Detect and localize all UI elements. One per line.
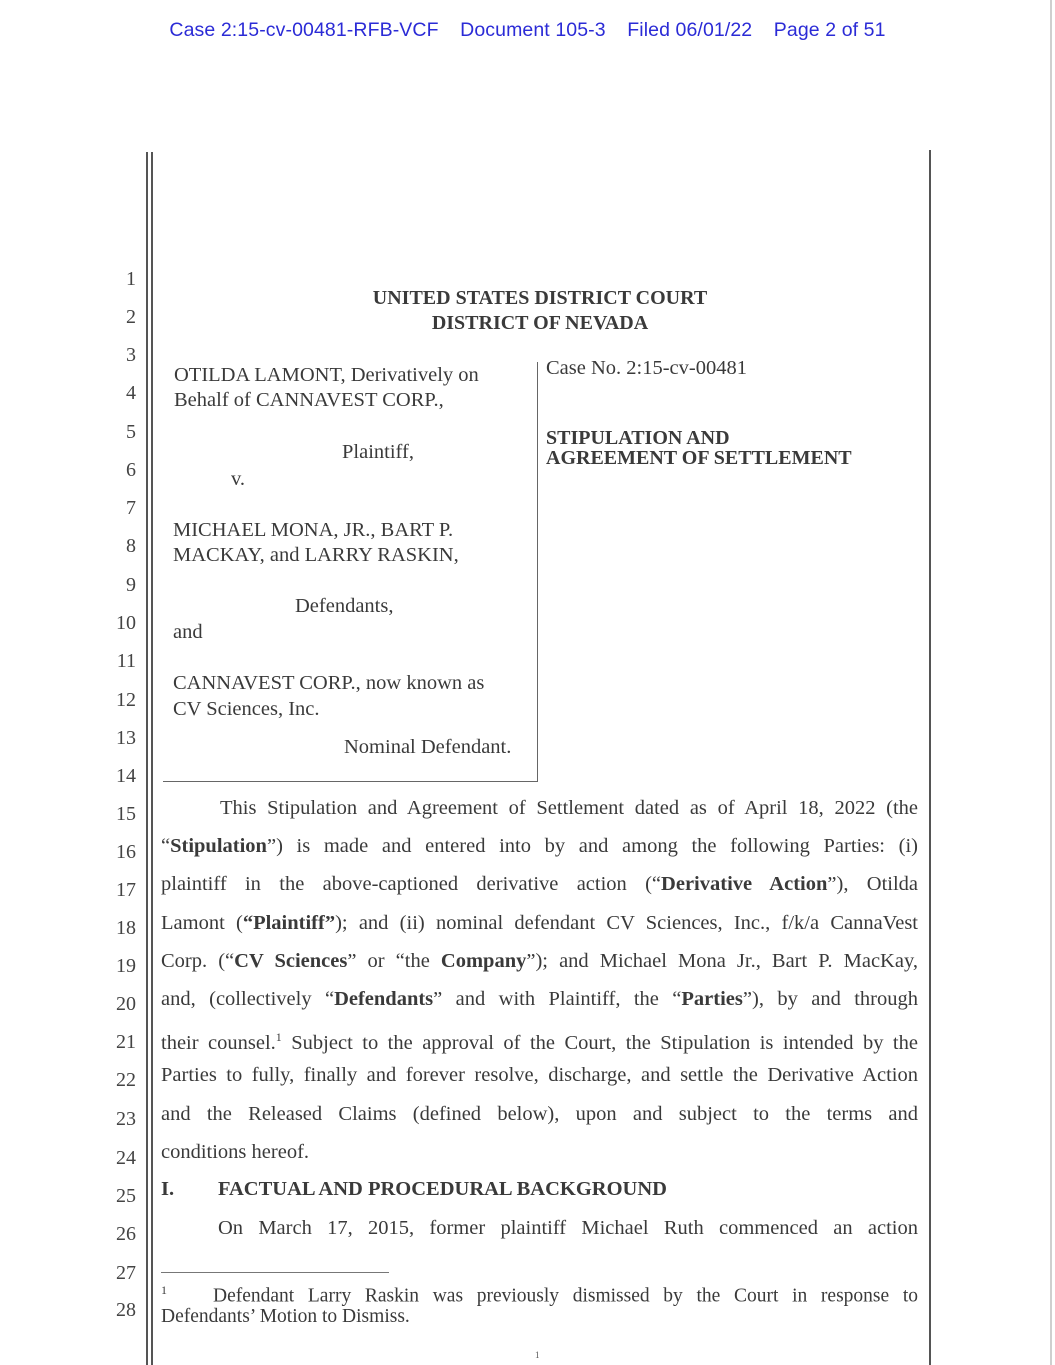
paragraph-text: ”), by and through	[742, 987, 919, 1010]
defined-term: Stipulation	[170, 835, 267, 858]
line-number: 3	[126, 344, 136, 366]
section-heading: FACTUAL AND PROCEDURAL BACKGROUND	[218, 1178, 667, 1200]
line-number: 9	[126, 574, 136, 596]
case-number-caption: Case No. 2:15-cv-00481	[546, 357, 747, 379]
defined-term: Derivative Action	[661, 873, 828, 896]
filing-header	[0, 19, 1055, 42]
defendants-role: Defendants,	[295, 595, 394, 617]
line-number: 24	[116, 1147, 136, 1169]
plaintiff-name-line2: Behalf of CANNAVEST CORP.,	[174, 389, 444, 411]
paragraph-text: Parties to fully, finally and forever resolve, discharge, and settle the Derivative Action	[161, 1064, 918, 1087]
paragraph-text: plaintiff in the above-captioned derivative action (“	[161, 873, 662, 896]
section-number: I.	[161, 1178, 175, 1200]
line-number: 1	[126, 268, 136, 290]
paragraph-text: ”) is made and entered into by and among the following Parties: (i)	[266, 835, 918, 858]
paragraph-line	[161, 827, 918, 865]
paragraph-line	[161, 1095, 918, 1133]
line-number: 21	[116, 1031, 136, 1053]
paragraph-line	[161, 1133, 918, 1171]
caption-bottom-rule	[163, 781, 538, 782]
nominal-defendant-role: Nominal Defendant.	[344, 736, 512, 758]
defined-term: Defendants	[334, 987, 434, 1010]
line-number: 11	[116, 650, 136, 672]
line-number: 19	[116, 955, 136, 977]
line-number: 8	[126, 535, 136, 557]
background-paragraph	[161, 1209, 918, 1247]
paragraph-text: and, (collectively “	[161, 987, 335, 1010]
defined-term: “Plaintiff”	[242, 911, 336, 934]
line-number: 10	[116, 612, 136, 634]
paragraph-line	[161, 1018, 918, 1056]
line-number: 20	[116, 993, 136, 1015]
line-number: 25	[116, 1185, 136, 1207]
line-number: 2	[126, 306, 136, 328]
paragraph-line	[161, 865, 918, 903]
line-number: 14	[116, 765, 136, 787]
line-number: 18	[116, 917, 136, 939]
line-number: 12	[116, 689, 136, 711]
paragraph-line	[161, 980, 918, 1018]
footnote-number: 1	[161, 1283, 167, 1297]
line-number: 6	[126, 459, 136, 481]
nominal-defendant-line2: CV Sciences, Inc.	[173, 698, 320, 720]
paragraph-text: ); and (ii) nominal defendant CV Sciences, Inc., f/k/a CannaVest	[335, 911, 918, 934]
paragraph-text: ”); and Michael Mona Jr., Bart P. MacKay,	[526, 949, 918, 972]
footnote	[161, 1280, 918, 1327]
right-margin-rule	[929, 150, 931, 1365]
paragraph-text: and the Released Claims (defined below), upon and subject to the terms and	[161, 1102, 918, 1125]
filed-date: Filed 06/01/22	[627, 19, 753, 41]
court-district: DISTRICT OF NEVADA	[431, 312, 649, 334]
line-number: 13	[116, 727, 136, 749]
paragraph-line	[161, 789, 918, 827]
line-number: 7	[126, 497, 136, 519]
defined-term: CV Sciences	[234, 949, 348, 972]
paragraph-text: “	[161, 835, 171, 858]
left-margin-rule-outer	[146, 152, 148, 1365]
line-number: 5	[126, 421, 136, 443]
versus: v.	[231, 468, 246, 490]
defined-term: Company	[440, 949, 527, 972]
plaintiff-role: Plaintiff,	[342, 441, 414, 463]
background-paragraph-text: On March 17, 2015, former plaintiff Michael Ruth commenced an action	[218, 1217, 918, 1239]
paragraph-text: conditions hereof.	[161, 1140, 310, 1163]
footnote-line2: Defendants’ Motion to Dismiss.	[161, 1305, 410, 1327]
defined-term: Parties	[681, 987, 743, 1010]
document-title-line1: STIPULATION AND	[546, 427, 730, 449]
paragraph-line	[161, 904, 918, 942]
background-paragraph-line	[161, 1209, 918, 1247]
caption-divider-vertical	[537, 362, 538, 782]
footnote-reference: 1	[275, 1030, 282, 1045]
defendants-names-line1: MICHAEL MONA, JR., BART P.	[173, 519, 454, 541]
document-title-line2: AGREEMENT OF SETTLEMENT	[546, 447, 852, 469]
defendants-names-line2: MACKAY, and LARRY RASKIN,	[173, 544, 459, 566]
court-name: UNITED STATES DISTRICT COURT	[372, 287, 708, 309]
paragraph-text: Subject to the approval of the Court, the Stipulation is intended by the	[281, 1031, 918, 1054]
paragraph-text: Lamont (	[161, 911, 243, 934]
opening-paragraph	[161, 789, 918, 1171]
paragraph-text: ” and with Plaintiff, the “	[433, 987, 682, 1010]
line-number: 17	[116, 879, 136, 901]
and-connector: and	[173, 621, 203, 643]
line-number: 15	[116, 803, 136, 825]
line-number: 4	[126, 382, 136, 404]
footnote-line1	[161, 1280, 918, 1307]
paragraph-text: ” or “the	[347, 949, 441, 972]
nominal-defendant-line1: CANNAVEST CORP., now known as	[173, 672, 485, 694]
left-margin-rule-inner	[151, 152, 153, 1365]
line-number: 26	[116, 1223, 136, 1245]
paragraph-line	[161, 1056, 918, 1094]
page-edge-shadow	[1050, 0, 1052, 1365]
case-number: Case 2:15-cv-00481-RFB-VCF	[169, 19, 439, 41]
paragraph-text: ”), Otilda	[827, 873, 919, 896]
plaintiff-name-line1: OTILDA LAMONT, Derivatively on	[174, 364, 479, 386]
line-number: 27	[116, 1262, 136, 1284]
paragraph-line	[161, 942, 918, 980]
paragraph-text: Corp. (“	[161, 949, 235, 972]
page-count: Page 2 of 51	[773, 19, 886, 41]
document-number: Document 105-3	[460, 19, 606, 41]
line-number: 16	[116, 841, 136, 863]
court-title	[160, 286, 920, 336]
page-number: 1	[535, 1350, 540, 1360]
line-number: 28	[116, 1299, 136, 1321]
paragraph-text: their counsel.	[161, 1031, 276, 1054]
footnote-separator	[161, 1272, 389, 1273]
line-number: 22	[116, 1069, 136, 1091]
paragraph-text: This Stipulation and Agreement of Settlement dated as of April 18, 2022 (the	[220, 797, 918, 819]
footnote-text-line1: Defendant Larry Raskin was previously dismissed by the Court in response to	[213, 1285, 918, 1307]
line-number: 23	[116, 1108, 136, 1130]
